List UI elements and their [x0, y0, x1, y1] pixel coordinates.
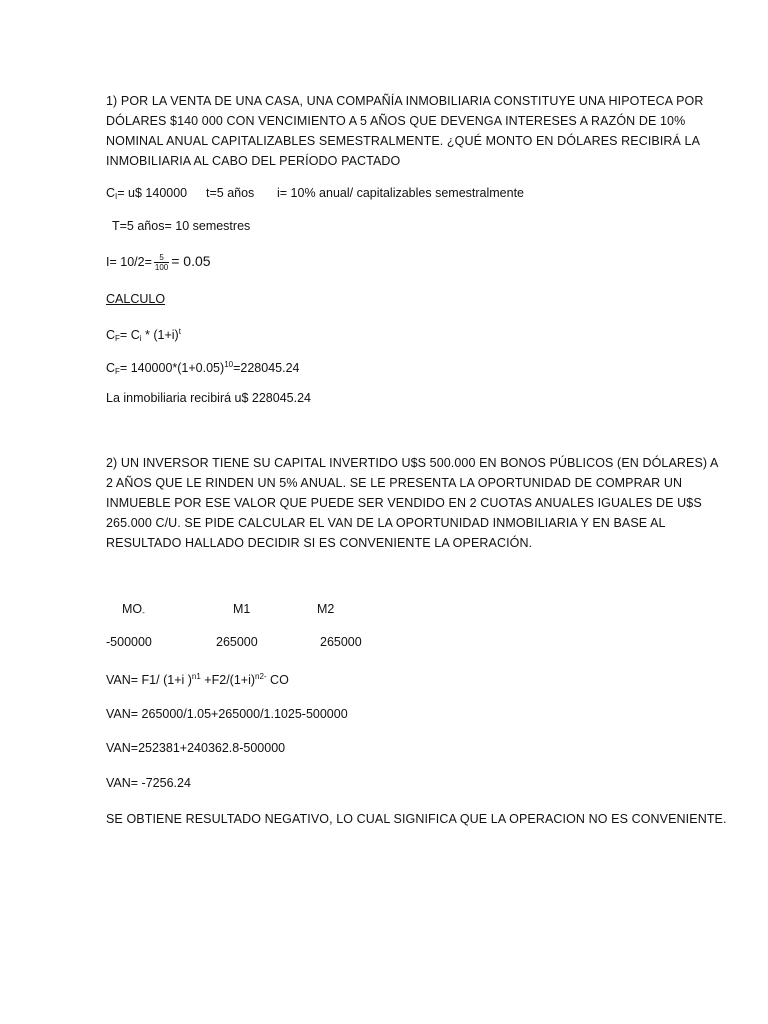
compound-evaluation: $C_F= 140000*(1+0.05)^{10}=228045.24$ — [106, 360, 300, 376]
header-m1: M1 — [233, 602, 251, 616]
given-capital: $C_I=$ u$ 140000 — [106, 186, 188, 201]
header-m0: $MO_-$ — [122, 602, 145, 617]
rate-fraction: $\frac{5}{100}$ — [154, 253, 169, 273]
p1-line-2: DÓLARES $140 000 CON VENCIMIENTO A 5 AÑOS QUE DEVENGA INTERESES A RAZÓN DE 10% — [106, 114, 686, 128]
given-periods: T=5 años= 10 semestres — [112, 219, 251, 233]
van-result: VAN= -7256.24 — [106, 776, 191, 790]
van-step-1: VAN= 265000/1.05+265000/1.1025-500000 — [106, 707, 348, 721]
compound-formula: $C_F= C_i * (1+i)^t$ — [106, 327, 181, 343]
value-m1: 265000 — [216, 635, 258, 649]
p2-line-5: RESULTADO HALLADO DECIDIR SI ES CONVENIENTE LA OPERACIÓN. — [106, 536, 533, 550]
given-rate: i= 10% anual/ capitalizables semestralmente — [277, 186, 525, 200]
given-time: t=5 años — [206, 186, 255, 200]
van-step-2: VAN=252381+240362.8-500000 — [106, 741, 286, 755]
header-m2: M2 — [317, 602, 335, 616]
van-formula: VAN= F1/ (1+i )$^{n1} +F2/(1+i)^{n2-}$ CO — [106, 672, 289, 687]
p1-conclusion: La inmobiliaria recibirá u$ 228045.24 — [106, 391, 311, 405]
p1-line-3: NOMINAL ANUAL CAPITALIZABLES SEMESTRALMENTE. ¿QUÉ MONTO EN DÓLARES RECIBIRÁ LA — [106, 134, 701, 148]
p1-line-4: INMOBILIARIA AL CABO DEL PERÍODO PACTADO — [106, 154, 401, 168]
periodic-rate: I= 10/2= $\frac{5}{100}$ = 0.05 — [106, 253, 211, 273]
p2-line-1: 2) UN INVERSOR TIENE SU CAPITAL INVERTIDO U$S 500.000 EN BONOS PÚBLICOS (EN DÓLARES) A — [106, 456, 719, 470]
p2-line-4: 265.000 C/U. SE PIDE CALCULAR EL VAN DE LA OPORTUNIDAD INMOBILIARIA Y EN BASE AL — [106, 516, 666, 530]
p2-line-2: 2 AÑOS QUE LE RINDEN UN 5% ANUAL. SE LE PRESENTA LA OPORTUNIDAD DE COMPRAR UN — [106, 476, 683, 490]
calc-heading: CALCULO — [106, 292, 166, 306]
value-m2: 265000 — [320, 635, 362, 649]
value-m0: -500000 — [106, 635, 152, 649]
p1-line-1: 1) POR LA VENTA DE UNA CASA, UNA COMPAÑÍA INMOBILIARIA CONSTITUYE UNA HIPOTECA POR — [106, 94, 704, 108]
p2-conclusion: SE OBTIENE RESULTADO NEGATIVO, LO CUAL SIGNIFICA QUE LA OPERACION NO ES CONVENIENTE. — [106, 812, 727, 826]
p2-line-3: INMUEBLE POR ESE VALOR QUE PUEDE SER VENDIDO EN 2 CUOTAS ANUALES IGUALES DE U$S — [106, 496, 702, 510]
